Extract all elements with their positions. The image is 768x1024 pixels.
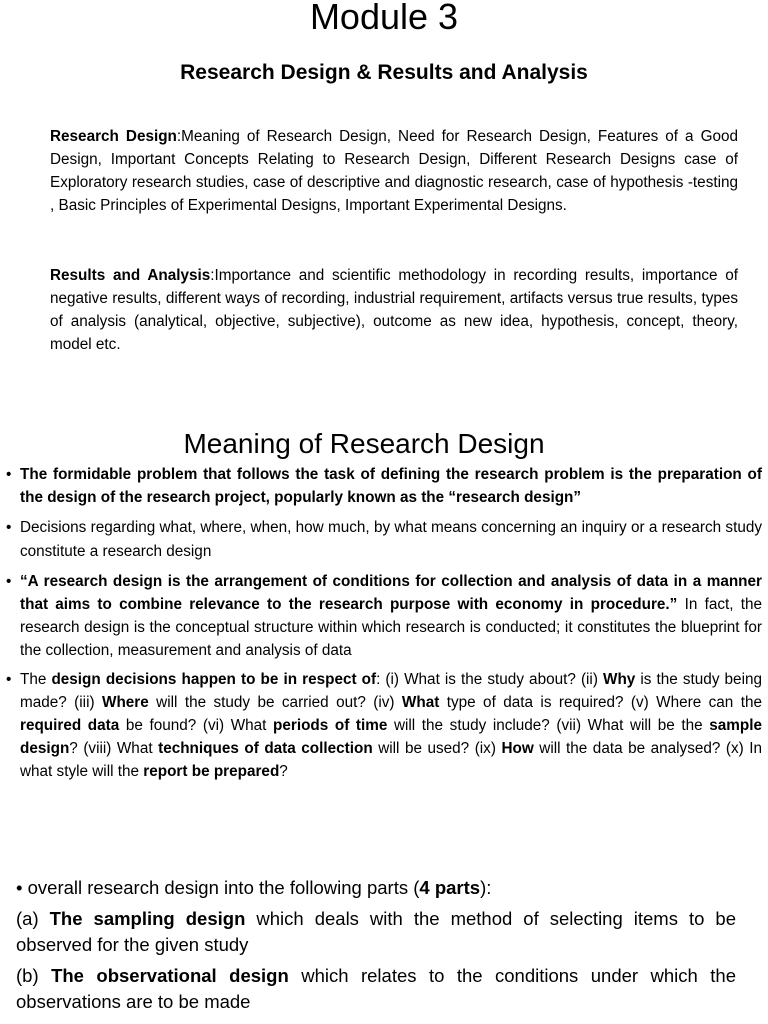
bullet-4-bold: sample design — [20, 717, 762, 758]
bullet-4-bold: periods of time — [273, 717, 388, 735]
list-item — [6, 668, 762, 784]
syllabus-results-analysis — [50, 264, 738, 356]
module-subtitle: Research Design & Results and Analysis — [180, 61, 588, 84]
bullet-1-text: The formidable problem that follows the task of defining the research problem is the preparation of the design of the research project, popularly known as the “research design” — [20, 466, 762, 507]
syllabus-research-design — [50, 125, 738, 217]
bullet-4-text: type of data is required? (v) Where can the — [439, 693, 762, 711]
part-b-text: which relates to the conditions under which the observations are to be made — [16, 965, 736, 1012]
research-design-label: Research Design — [50, 128, 177, 145]
bullet-3-text: In fact, the research design is the conceptual structure within which research is conducted; it constitutes the blueprint for the collection, measurement and analysis of data — [20, 596, 762, 660]
section-title: Meaning of Research Design — [183, 428, 545, 459]
bullet-icon: • — [6, 466, 12, 483]
bullet-3-bold: “A research design is the arrangement of conditions for collection and analysis of data in a manner that aims to combine relevance to the research purpose with economy in procedure.” — [20, 572, 762, 614]
part-a-title: The sampling design — [49, 908, 246, 929]
parts-intro — [16, 875, 736, 901]
design-parts — [16, 875, 736, 1020]
bullet-4-text: ? — [279, 763, 288, 781]
bullet-4-bold: report be prepared — [143, 763, 280, 781]
module-title: Module 3 — [309, 0, 459, 37]
parts-intro-text: • overall research design into the following parts ( — [16, 877, 420, 898]
bullet-4-bold: required data — [20, 717, 120, 735]
bullet-4-bold: What — [401, 693, 440, 711]
research-design-text: :Meaning of Research Design, Need for Research Design, Features of a Good Design, Important Concepts Relating to Research Design, Different Research Designs case of Exploratory research studies, case of descriptive and diagnostic research, case of hypothesis -testing , Basic Principles of Experimental Designs, Important Experimental Designs. — [50, 128, 738, 214]
bullet-4-text: ? (viii) What — [69, 740, 159, 758]
bullet-4-text: be found? (vi) What — [119, 717, 274, 735]
bullet-4-text: will the study be carried out? (iv) — [148, 693, 402, 711]
parts-intro-end: ): — [480, 877, 492, 898]
bullet-4-bold: How — [501, 740, 534, 758]
bullet-icon: • — [6, 519, 12, 537]
list-item — [6, 463, 762, 509]
parts-count: 4 parts — [419, 877, 481, 898]
bullet-4-text: is the study being made? (iii) — [20, 670, 762, 711]
bullet-4-bold: Where — [102, 693, 149, 711]
list-item — [6, 570, 762, 663]
bullet-icon: • — [6, 572, 12, 590]
bullet-4-text: will the study include? (vii) What will be the — [387, 717, 710, 735]
part-b-prefix: (b) — [16, 965, 52, 986]
bullet-4-bold: design decisions happen to be in respect of — [51, 670, 377, 688]
results-analysis-label: Results and Analysis — [50, 267, 211, 284]
bullet-2-text: Decisions regarding what, where, when, how much, by what means concerning an inquiry or a research study constitute a research design — [20, 519, 762, 560]
bullet-list — [6, 463, 762, 791]
bullet-4-bold: techniques of data collection — [158, 740, 373, 758]
bullet-4-bold: Why — [603, 670, 636, 688]
bullet-4-text: The — [20, 670, 52, 688]
part-a-text: which deals with the method of selecting items to be observed for the given study — [16, 908, 736, 955]
bullet-4-text: : (i) What is the study about? (ii) — [376, 670, 604, 688]
part-b-title: The observational design — [51, 965, 289, 986]
part-a — [16, 906, 736, 958]
results-analysis-text: :Importance and scientific methodology in recording results, importance of negative results, different ways of recording, industrial requirement, artifacts versus true results, types of analysis (analytical, objective, subjective), outcome as new idea, hypothesis, concept, theory, model etc. — [50, 267, 739, 353]
part-a-prefix: (a) — [16, 908, 50, 929]
part-b — [16, 963, 736, 1015]
bullet-4-text: will be used? (ix) — [372, 740, 502, 758]
bullet-4-text: will the data be analysed? (x) In what style will the — [20, 740, 762, 781]
list-item — [6, 516, 762, 562]
bullet-icon: • — [6, 670, 12, 688]
